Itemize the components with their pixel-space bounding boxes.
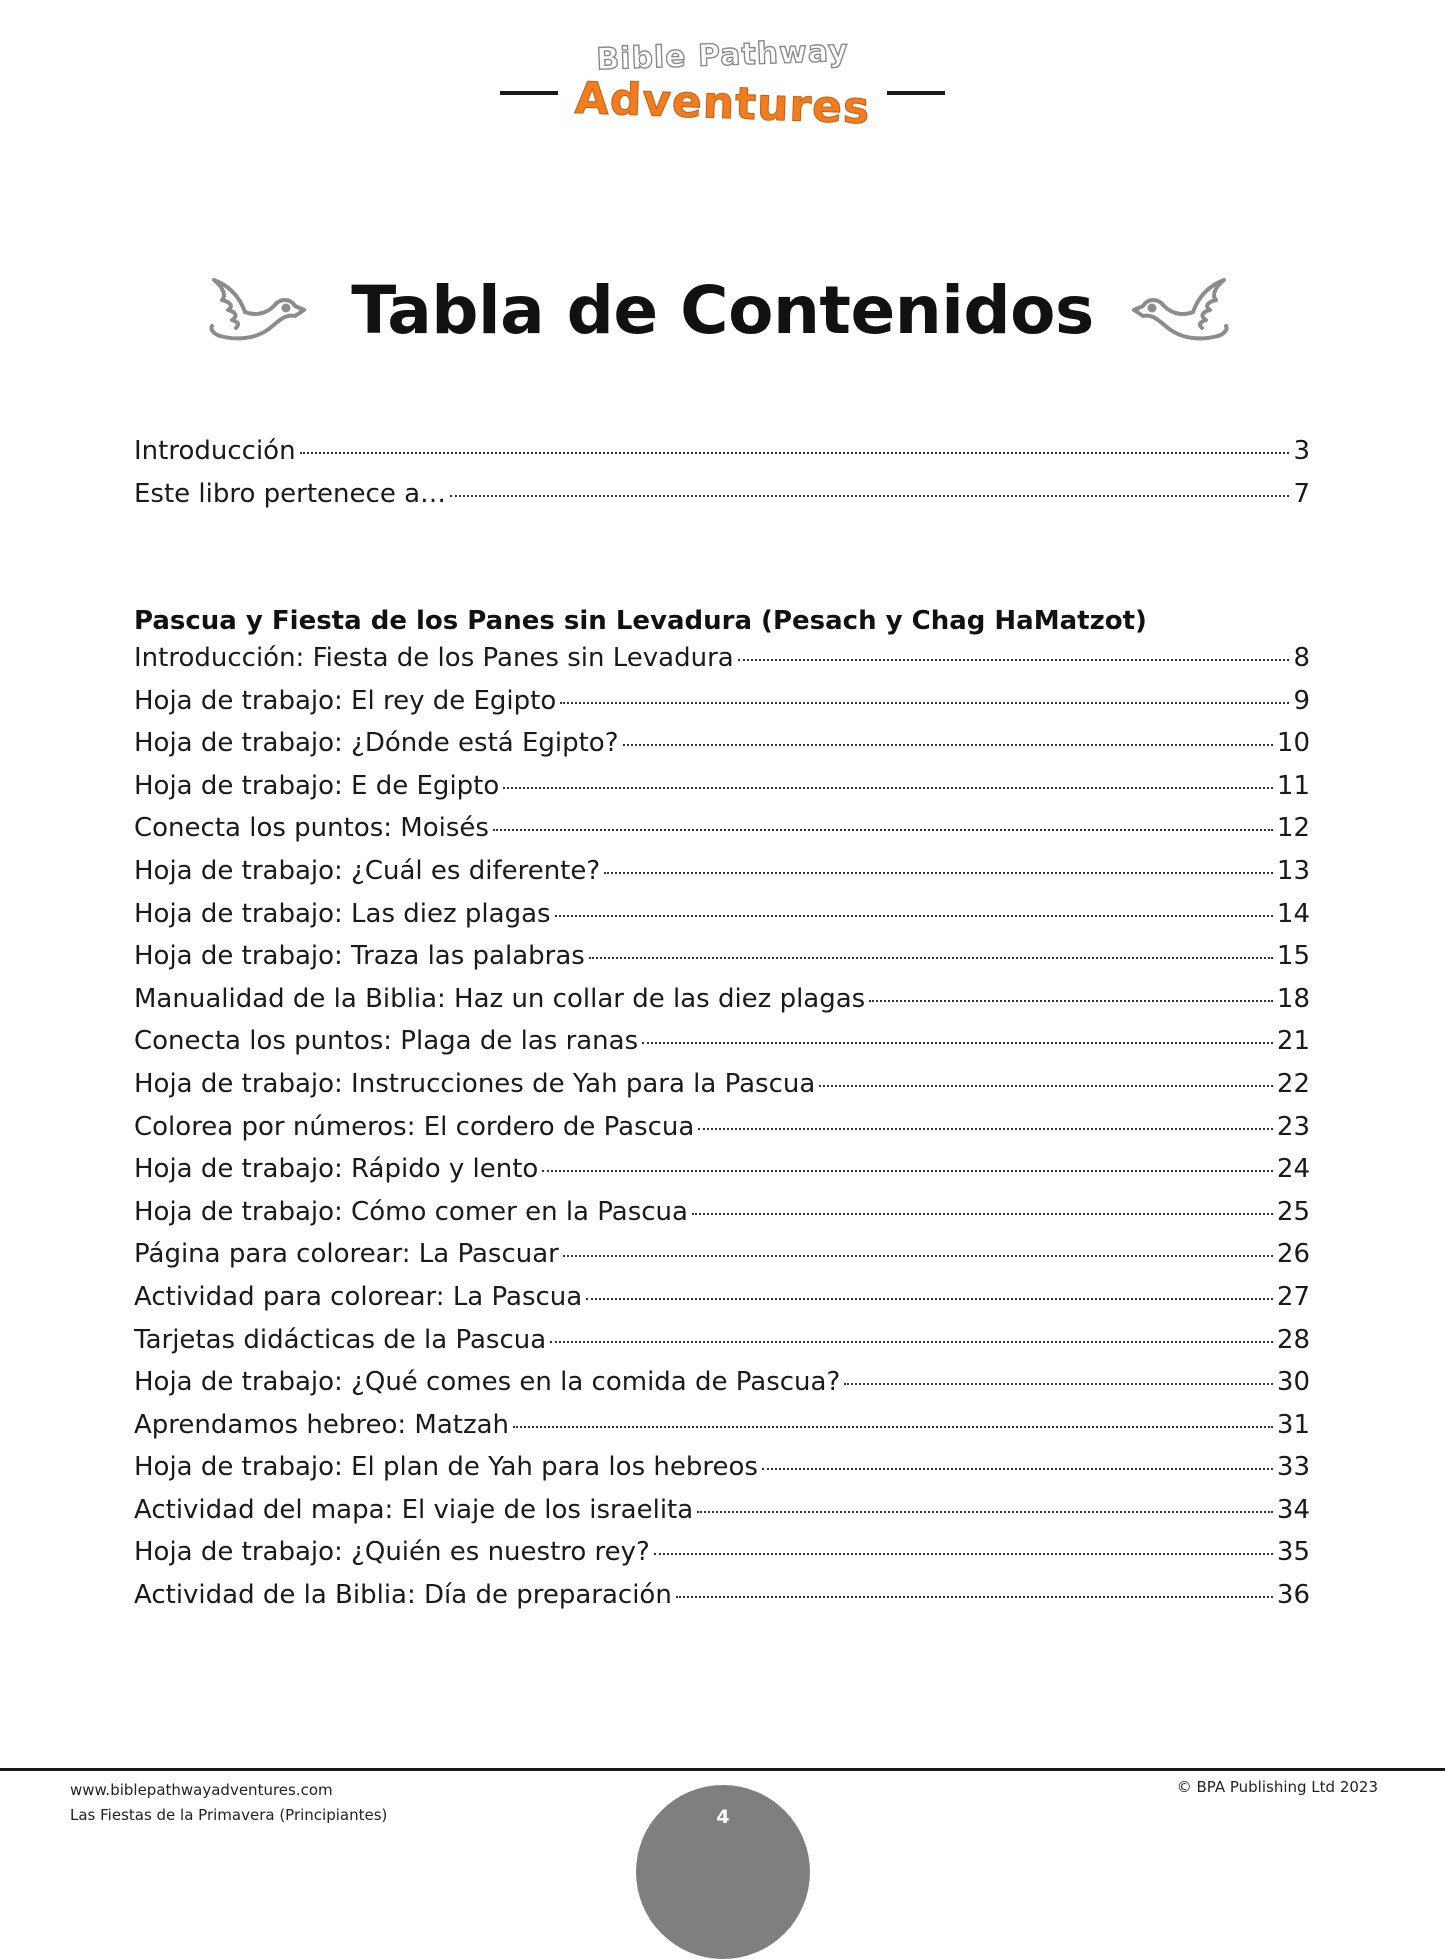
toc-entry-page: 22: [1276, 1068, 1310, 1099]
footer-book-title: Las Fiestas de la Primavera (Principiantes): [70, 1806, 388, 1824]
toc-entry[interactable]: [134, 1452, 1310, 1495]
toc-entry-page: 12: [1276, 813, 1310, 844]
toc-entry-title: Actividad para colorear: La Pascua: [134, 1281, 583, 1312]
toc-leader-dots: [604, 872, 1273, 874]
toc-entry[interactable]: [134, 1367, 1310, 1410]
toc-entry-title: Hoja de trabajo: El rey de Egipto: [134, 685, 557, 716]
toc-entry[interactable]: [134, 1197, 1310, 1240]
toc-entry[interactable]: [134, 479, 1310, 522]
toc-entry-page: 30: [1276, 1367, 1310, 1398]
toc-leader-dots: [450, 495, 1289, 497]
toc-entry-title: Hoja de trabajo: E de Egipto: [134, 770, 500, 801]
toc-leader-dots: [738, 659, 1290, 661]
toc-entry-title: Hoja de trabajo: Instrucciones de Yah para la Pascua: [134, 1068, 816, 1099]
toc-leader-dots: [503, 787, 1273, 789]
toc-leader-dots: [642, 1042, 1273, 1044]
toc-entry-page: 3: [1293, 436, 1310, 466]
toc-entry[interactable]: [134, 1325, 1310, 1368]
toc-leader-dots: [819, 1085, 1273, 1087]
toc-entry-title: Hoja de trabajo: ¿Quién es nuestro rey?: [134, 1537, 650, 1568]
toc-entry[interactable]: [134, 1239, 1310, 1282]
footer-copyright: © BPA Publishing Ltd 2023: [1176, 1778, 1378, 1796]
toc-entry-title: Introducción: Fiesta de los Panes sin Levadura: [134, 643, 734, 673]
toc-leader-dots: [586, 1298, 1273, 1300]
toc-entry-page: 18: [1276, 983, 1310, 1014]
toc-leader-dots: [844, 1383, 1273, 1385]
page-title: Tabla de Contenidos: [351, 272, 1094, 349]
footer-divider: [0, 1768, 1445, 1771]
toc-entry-page: 9: [1293, 685, 1310, 716]
toc-entry[interactable]: [134, 643, 1310, 686]
toc-entry[interactable]: [134, 984, 1310, 1027]
toc-entry-title: Hoja de trabajo: Las diez plagas: [134, 898, 551, 929]
toc-leader-dots: [589, 957, 1273, 959]
toc-entry-title: Hoja de trabajo: Cómo comer en la Pascua: [134, 1196, 688, 1227]
toc-leader-dots: [762, 1468, 1273, 1470]
toc-entry-title: Hoja de trabajo: Rápido y lento: [134, 1154, 539, 1185]
toc-entry[interactable]: [134, 1069, 1310, 1112]
toc-entry-title: Hoja de trabajo: ¿Dónde está Egipto?: [134, 728, 619, 759]
toc-entry-title: Manualidad de la Biblia: Haz un collar de las diez plagas: [134, 983, 866, 1014]
toc-entry-page: 21: [1276, 1026, 1310, 1057]
toc-entry-title: Hoja de trabajo: ¿Cuál es diferente?: [134, 855, 601, 886]
toc-entry[interactable]: [134, 1282, 1310, 1325]
toc-leader-dots: [869, 1000, 1273, 1002]
toc-entry-title: Hoja de trabajo: El plan de Yah para los hebreos: [134, 1452, 758, 1483]
toc-leader-dots: [493, 829, 1273, 831]
toc-leader-dots: [692, 1213, 1273, 1215]
toc-entry-title: Colorea por números: El cordero de Pascua: [134, 1111, 695, 1142]
toc-entry-page: 31: [1276, 1409, 1310, 1440]
toc-entry-title: Conecta los puntos: Moisés: [134, 813, 489, 844]
toc-entry-page: 7: [1293, 478, 1310, 509]
toc-entry-title: Página para colorear: La Pascuar: [134, 1239, 559, 1270]
toc-entry[interactable]: [134, 856, 1310, 899]
toc-entry-page: 15: [1276, 941, 1310, 972]
toc-entry-page: 27: [1276, 1281, 1310, 1312]
toc-entry-page: 33: [1276, 1452, 1310, 1483]
toc-entry[interactable]: [134, 941, 1310, 984]
toc-entry-page: 11: [1276, 770, 1310, 801]
toc-entry-page: 36: [1276, 1580, 1310, 1611]
toc-entry-page: 13: [1276, 855, 1310, 886]
toc-entry[interactable]: [134, 1537, 1310, 1580]
toc-entry-page: 24: [1276, 1154, 1310, 1185]
logo-text-top: Bible Pathway: [595, 33, 850, 78]
toc-entry-title: Introducción: [134, 436, 296, 466]
section-heading: Pascua y Fiesta de los Panes sin Levadura (Pesach y Chag HaMatzot): [134, 606, 1147, 636]
toc-entry[interactable]: [134, 771, 1310, 814]
toc-entry-page: 34: [1276, 1494, 1310, 1525]
toc-leader-dots: [698, 1128, 1273, 1130]
toc-entry-page: 23: [1276, 1111, 1310, 1142]
toc-entry-page: 28: [1276, 1324, 1310, 1355]
toc-entry[interactable]: [134, 436, 1310, 479]
page-number: 4: [716, 1806, 730, 1828]
toc-entry-title: Hoja de trabajo: Traza las palabras: [134, 941, 585, 972]
toc-entry[interactable]: [134, 1580, 1310, 1623]
toc-entry-title: Actividad de la Biblia: Día de preparación: [134, 1580, 672, 1611]
toc-entry[interactable]: [134, 686, 1310, 729]
toc-leader-dots: [563, 1255, 1273, 1257]
toc-entry-page: 35: [1276, 1537, 1310, 1568]
toc-leader-dots: [654, 1553, 1273, 1555]
footer-website[interactable]: www.biblepathwayadventures.com: [70, 1781, 333, 1799]
toc-entry-title: Actividad del mapa: El viaje de los israelita: [134, 1494, 694, 1525]
toc-entry-title: Hoja de trabajo: ¿Qué comes en la comida de Pascua?: [134, 1367, 841, 1398]
toc-entry-page: 25: [1276, 1196, 1310, 1227]
toc-leader-dots: [555, 915, 1273, 917]
toc-entry-page: 26: [1276, 1239, 1310, 1270]
toc-entry[interactable]: [134, 1112, 1310, 1155]
toc-entry-page: 14: [1276, 898, 1310, 929]
toc-entry[interactable]: [134, 728, 1310, 771]
toc-entry-page: 8: [1293, 643, 1310, 673]
toc-leader-dots: [300, 452, 1290, 454]
footer-left: [70, 1778, 387, 1828]
toc-leader-dots: [697, 1511, 1273, 1513]
toc-entry-page: 10: [1276, 728, 1310, 759]
toc-leader-dots: [676, 1596, 1273, 1598]
toc-entry-title: Aprendamos hebreo: Matzah: [134, 1409, 510, 1440]
toc-leader-dots: [560, 702, 1289, 704]
toc-entry[interactable]: [134, 813, 1310, 856]
toc-leader-dots: [623, 744, 1273, 746]
toc-leader-dots: [513, 1426, 1273, 1428]
toc-entry[interactable]: [134, 1410, 1310, 1453]
toc-leader-dots: [542, 1170, 1273, 1172]
logo-text-main: Adventures: [573, 72, 872, 135]
toc-entry[interactable]: [134, 899, 1310, 942]
toc-section-list: [134, 643, 1310, 1623]
dove-icon: [1128, 258, 1238, 358]
toc-entry-title: Tarjetas didácticas de la Pascua: [134, 1324, 547, 1355]
toc-entry[interactable]: [134, 1154, 1310, 1197]
toc-entry[interactable]: [134, 1026, 1310, 1069]
toc-entry-title: Este libro pertenece a…: [134, 478, 447, 509]
toc-leader-dots: [550, 1341, 1273, 1343]
toc-entry[interactable]: [134, 1495, 1310, 1538]
toc-intro-list: [134, 436, 1310, 521]
toc-entry-title: Conecta los puntos: Plaga de las ranas: [134, 1026, 639, 1057]
